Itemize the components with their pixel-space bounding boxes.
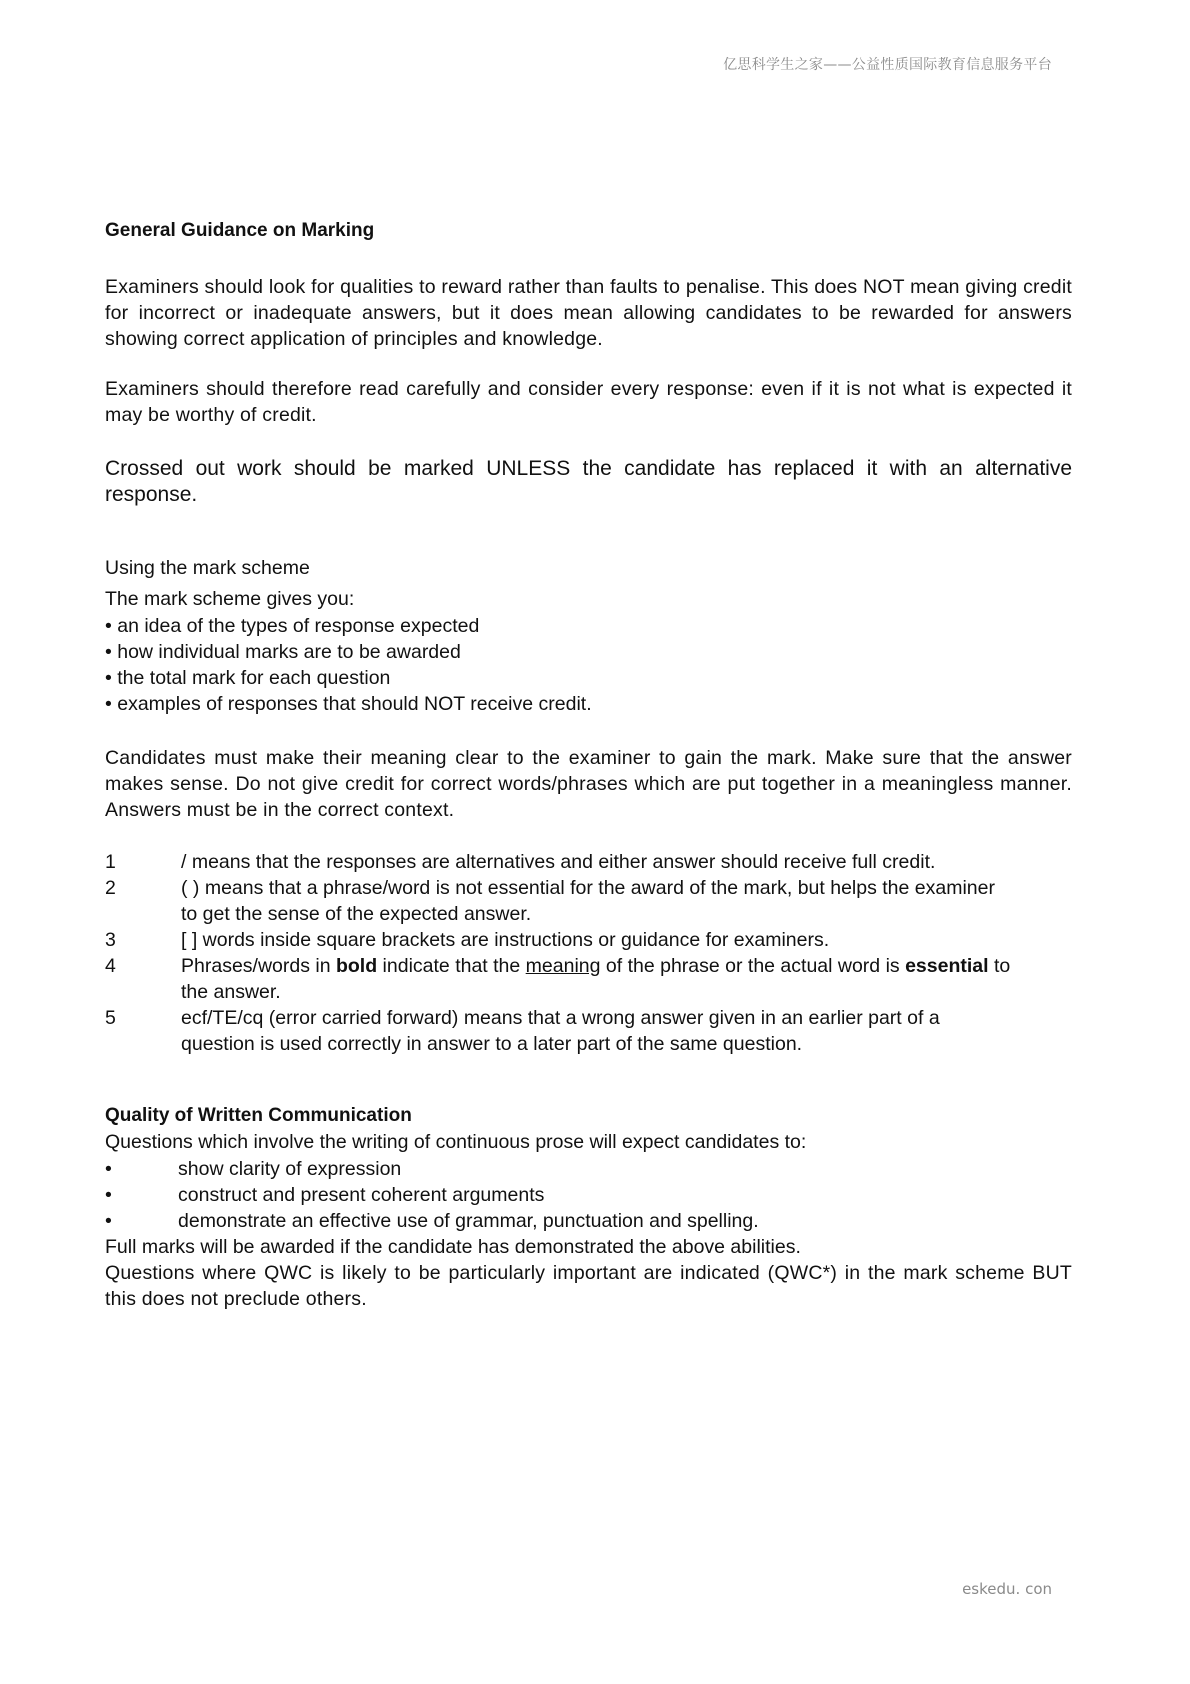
list-item: • the total mark for each question bbox=[105, 667, 391, 689]
qwc-title: Quality of Written Communication bbox=[105, 1105, 412, 1126]
bullet-icon: • bbox=[105, 1184, 112, 1206]
bullet-icon: • bbox=[105, 1158, 112, 1180]
item-text bbox=[181, 953, 1072, 1005]
item-text: construct and present coherent arguments bbox=[178, 1184, 545, 1206]
list-item bbox=[105, 953, 1072, 1005]
mark-scheme-para: Candidates must make their meaning clear to the examiner to gain the mark. Make sure that the answer makes sense. Do not give credit for correct words/phrases which are put together in a meaningless manner. Answers must be in the correct context. bbox=[105, 747, 1072, 821]
item-number: 4 bbox=[105, 955, 116, 977]
item-text: ecf/TE/cq (error carried forward) means that a wrong answer given in an earlier part of a question is used correctly in answer to a later part of the same question. bbox=[181, 1007, 940, 1055]
text-run: indicate that the bbox=[377, 955, 526, 977]
text-run: to the answer. bbox=[181, 955, 1011, 1003]
text-run: of the phrase or the actual word is bbox=[600, 955, 906, 977]
mark-scheme-intro: The mark scheme gives you: bbox=[105, 588, 355, 610]
list-item: • an idea of the types of response expected bbox=[105, 615, 480, 637]
crossed-out-note: Crossed out work should be marked UNLESS the candidate has replaced it with an alternative response. bbox=[105, 457, 1072, 506]
item-number: 1 bbox=[105, 851, 116, 873]
list-item bbox=[105, 1182, 1072, 1208]
text-run: Phrases/words in bbox=[181, 955, 336, 977]
bold-word: essential bbox=[905, 955, 989, 977]
list-item: • examples of responses that should NOT receive credit. bbox=[105, 693, 592, 715]
item-text: demonstrate an effective use of grammar, punctuation and spelling. bbox=[178, 1210, 759, 1232]
list-item bbox=[105, 849, 1072, 875]
general-guidance-title: General Guidance on Marking bbox=[105, 220, 375, 241]
qwc-intro: Questions which involve the writing of continuous prose will expect candidates to: bbox=[105, 1131, 807, 1153]
underlined-word: meaning bbox=[525, 955, 601, 977]
item-number: 2 bbox=[105, 877, 116, 899]
header-watermark: 亿思科学生之家——公益性质国际教育信息服务平台 bbox=[723, 57, 1052, 73]
qwc-full-marks: Full marks will be awarded if the candidate has demonstrated the above abilities. bbox=[105, 1236, 801, 1258]
item-text: / means that the responses are alternatives and either answer should receive full credit. bbox=[181, 851, 936, 873]
qwc-note: Questions where QWC is likely to be particularly important are indicated (QWC*) in the mark scheme BUT this does not preclude others. bbox=[105, 1262, 1072, 1310]
mark-scheme-heading: Using the mark scheme bbox=[105, 557, 310, 579]
item-number: 3 bbox=[105, 929, 116, 951]
list-item bbox=[105, 1156, 1072, 1182]
mark-scheme-bullets bbox=[105, 613, 1072, 717]
list-item bbox=[105, 1208, 1072, 1234]
numbered-list bbox=[105, 849, 1072, 1057]
item-text: show clarity of expression bbox=[178, 1158, 402, 1180]
general-para-1: Examiners should look for qualities to reward rather than faults to penalise. This does NOT mean giving credit for incorrect or inadequate answers, but it does mean allowing candidates to be rewarded for answers showing correct application of principles and knowledge. bbox=[105, 276, 1072, 350]
item-text: ( ) means that a phrase/word is not essential for the award of the mark, but helps the examiner to get the sense of the expected answer. bbox=[181, 877, 995, 925]
bold-word: bold bbox=[335, 955, 378, 977]
qwc-bullets bbox=[105, 1156, 1072, 1234]
item-text: [ ] words inside square brackets are instructions or guidance for examiners. bbox=[181, 929, 830, 951]
list-item bbox=[105, 1005, 1072, 1057]
item-number: 5 bbox=[105, 1007, 116, 1029]
footer-watermark: eskedu. con bbox=[962, 1580, 1052, 1598]
general-para-2: Examiners should therefore read carefully and consider every response: even if it is not what is expected it may be worthy of credit. bbox=[105, 378, 1072, 426]
list-item bbox=[105, 927, 1072, 953]
list-item: • how individual marks are to be awarded bbox=[105, 641, 461, 663]
bullet-icon: • bbox=[105, 1210, 112, 1232]
list-item bbox=[105, 875, 1072, 927]
